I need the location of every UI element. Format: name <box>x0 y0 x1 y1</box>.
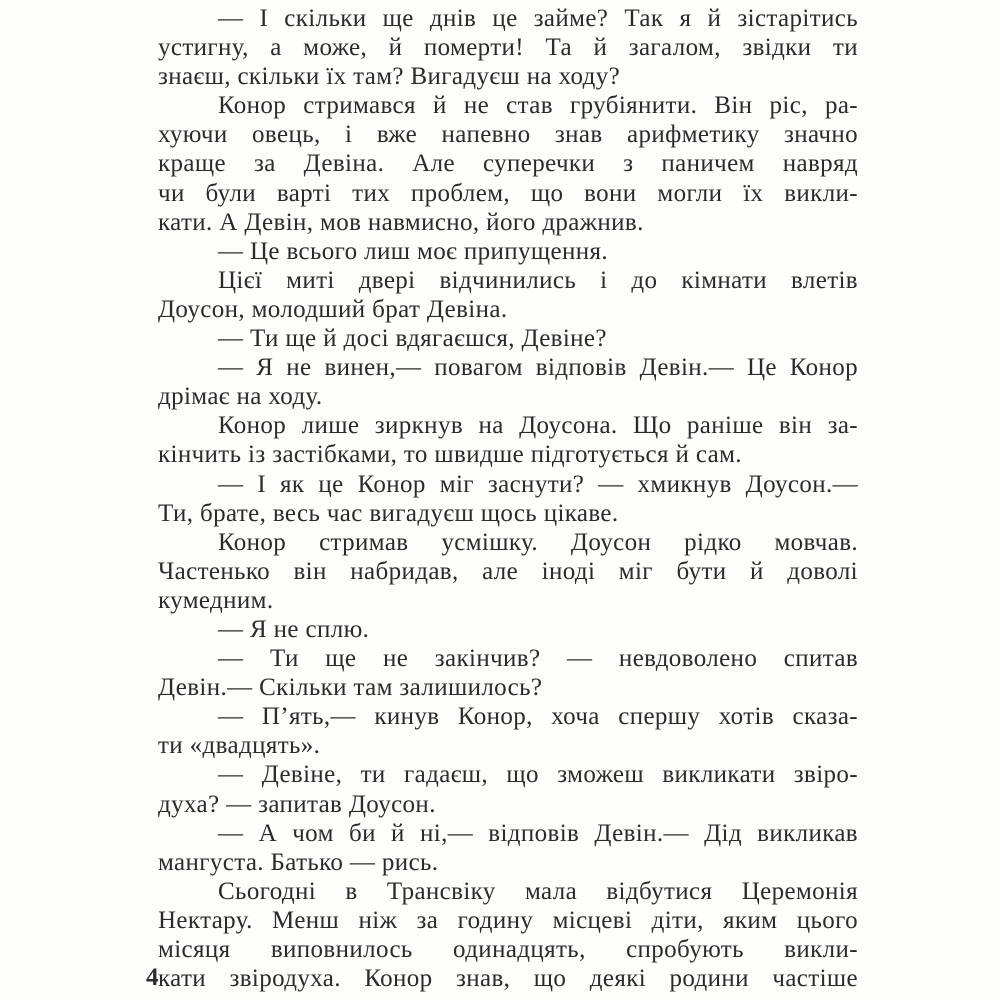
paragraph <box>158 528 858 615</box>
text-line: хуючи овець, і вже напевно знав арифметику значно <box>158 121 858 149</box>
text-line: устигну, а може, й померти! Та й загалом, звідки ти <box>158 34 858 62</box>
text-line: дрімає на ходу. <box>158 383 323 411</box>
text-line: ти «двадцять». <box>158 732 321 760</box>
paragraph <box>158 877 858 993</box>
text-line: Сьогодні в Трансвіку мала відбутися Церемонія <box>218 877 858 905</box>
paragraph <box>158 470 858 528</box>
text-line: Девін.— Скільки там залишилось? <box>158 674 543 702</box>
text-line: — І скільки ще днів це займе? Так я й зістарітись <box>218 5 858 32</box>
paragraph <box>158 760 858 818</box>
text-line: кати. А Девін, мов навмисно, його дражнив. <box>158 208 644 236</box>
text-line: — Ти ще й досі вдягаєшся, Девіне? <box>218 325 607 353</box>
text-line: Конор лише зиркнув на Доусона. Що раніше він за- <box>218 412 858 440</box>
text-line: Доусон, молодший брат Девіна. <box>158 295 508 323</box>
text-line: — А чом би й ні,— відповів Девін.— Дід викликав <box>218 819 858 847</box>
paragraph <box>158 353 858 411</box>
paragraph <box>158 644 858 702</box>
text-line: кінчить із застібками, то швидше підготується й сам. <box>158 441 742 469</box>
text-line: — Я не винен,— повагом відповів Девін.— Це Конор <box>218 354 858 382</box>
text-line: знаєш, скільки їх там? Вигадуєш на ходу? <box>158 63 621 91</box>
paragraph <box>158 91 858 236</box>
text-line: Частенько він набридав, але іноді міг бути й доволі <box>158 557 858 585</box>
text-line: Конор стримав усмішку. Доусон рідко мовчав. <box>218 528 858 556</box>
paragraph <box>158 266 858 324</box>
text-line: — Девіне, ти гадаєш, що зможеш викликати звіро- <box>218 761 858 789</box>
text-line: кумедним. <box>158 586 274 614</box>
text-line: чи були варті тих проблем, що вони могли їх викли- <box>158 179 858 207</box>
paragraph <box>158 324 858 353</box>
text-line: — Я не сплю. <box>218 615 370 643</box>
text-line: мангуста. Батько — рись. <box>158 848 439 876</box>
text-line: — Це всього лиш моє припущення. <box>218 237 608 265</box>
page-text <box>158 4 858 993</box>
text-line: кати звіродуха. Конор знав, що деякі родини частіше <box>158 965 858 993</box>
text-line: Нектару. Менш ніж за годину місцеві діти, яким цього <box>158 906 858 934</box>
paragraph <box>158 615 858 644</box>
text-line: краще за Девіна. Але суперечки з паничем навряд <box>158 150 858 178</box>
text-line: Цієї миті двері відчинились і до кімнати влетів <box>218 266 858 294</box>
text-line: — Ти ще не закінчив? — невдоволено спитав <box>218 645 858 673</box>
text-line: — П’ять,— кинув Конор, хоча спершу хотів сказа- <box>218 703 858 731</box>
text-line: Конор стримався й не став грубіянити. Він ріс, ра- <box>218 92 858 120</box>
paragraph <box>158 702 858 760</box>
text-line: духа? — запитав Доусон. <box>158 790 436 818</box>
paragraph <box>158 819 858 877</box>
paragraph <box>158 237 858 266</box>
text-line: місяця виповнилось одинадцять, спробують викли- <box>158 936 858 963</box>
text-line: — І як це Конор міг заснути? — хмикнув Доусон.— <box>218 470 858 498</box>
page-number: 4 <box>146 964 159 991</box>
paragraph <box>158 4 858 91</box>
paragraph <box>158 411 858 469</box>
text-line: Ти, брате, весь час вигадуєш щось цікаве. <box>158 499 619 527</box>
